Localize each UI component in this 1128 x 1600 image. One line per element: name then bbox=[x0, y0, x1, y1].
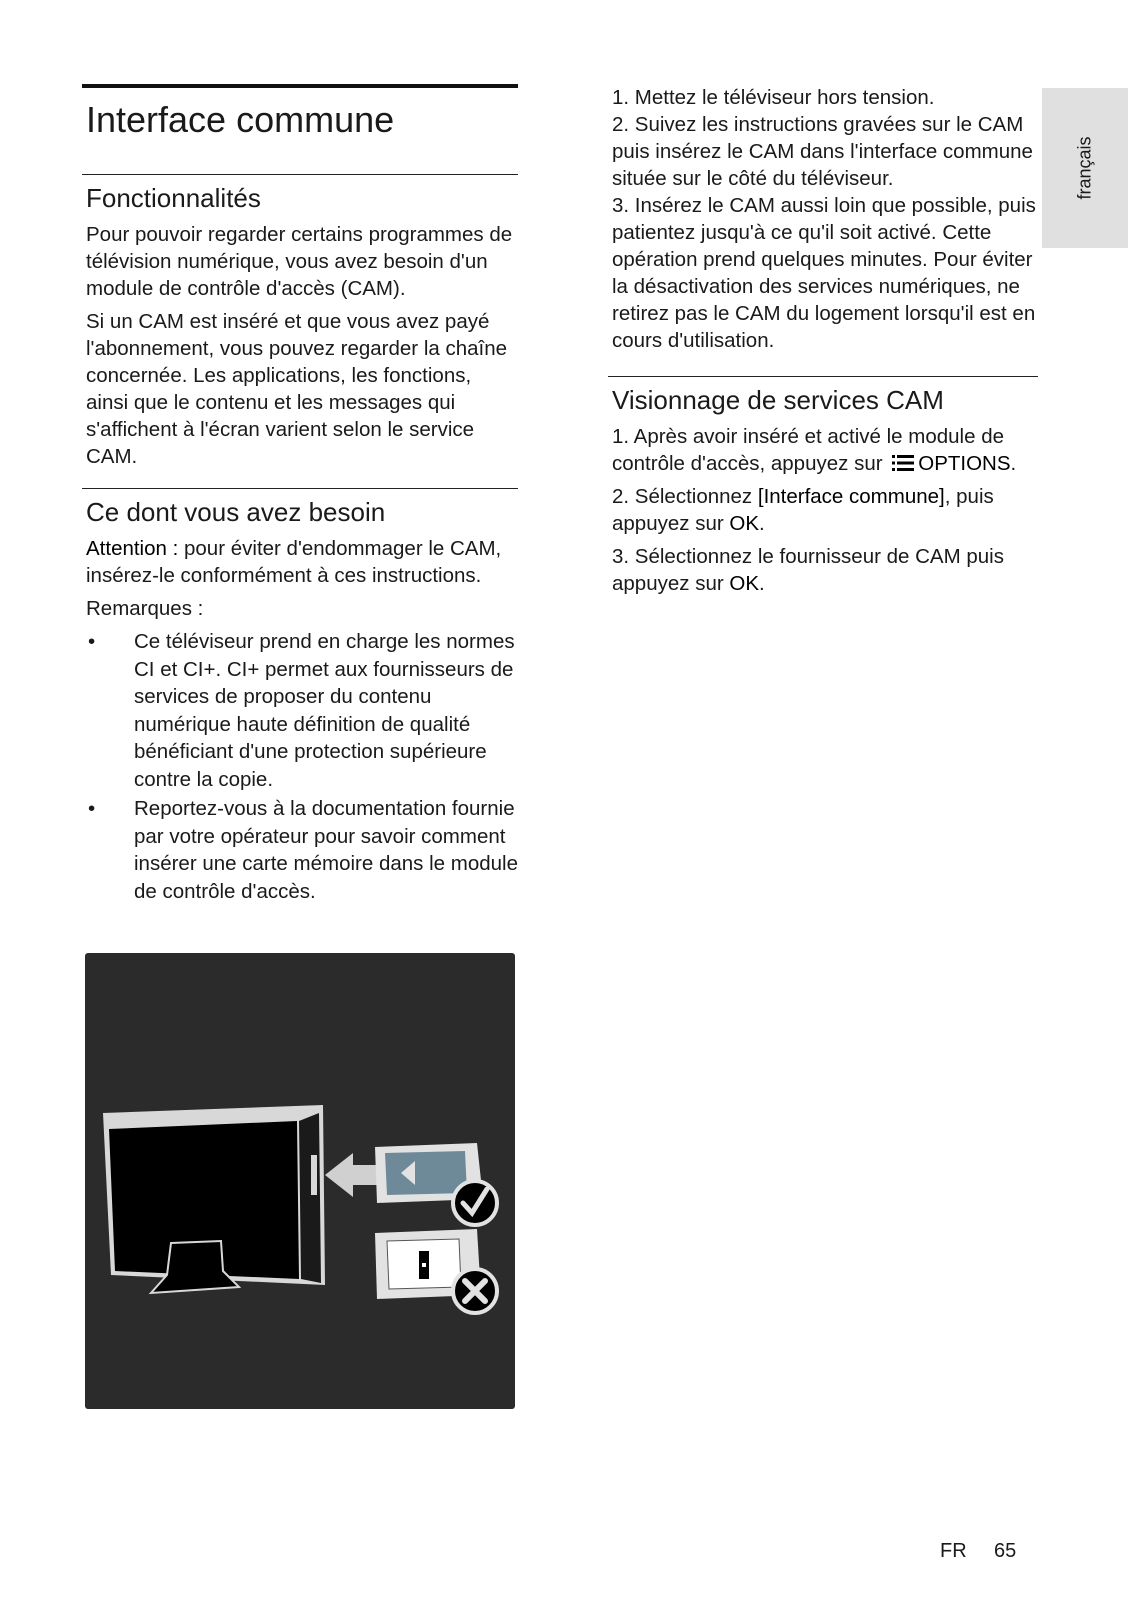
step-1: 1. Mettez le téléviseur hors tension. bbox=[612, 86, 935, 109]
notes-list bbox=[82, 628, 518, 905]
section-heading-fonctionnalites: Fonctionnalités bbox=[86, 183, 261, 213]
list-item-text: Reportez-vous à la documentation fournie par votre opérateur pour savoir comment insérer une carte mémoire dans le module de contrôle d'accès. bbox=[134, 797, 518, 903]
page-number: 65 bbox=[994, 1540, 1017, 1562]
illustration-svg bbox=[85, 953, 515, 1409]
check-icon bbox=[453, 1181, 497, 1225]
interface-commune-key: [Interface commune] bbox=[757, 485, 945, 508]
options-menu-icon bbox=[892, 454, 914, 472]
notes-label: Remarques : bbox=[86, 597, 204, 620]
cam-step-3-text: 3. Sélectionnez le fournisseur de CAM puis appuyez sur bbox=[612, 545, 1004, 595]
paragraph: Pour pouvoir regarder certains programmes de télévision numérique, vous avez besoin d'un module de contrôle d'accès (CAM). bbox=[86, 223, 513, 300]
section-rule bbox=[608, 376, 1038, 377]
language-tab[interactable] bbox=[1042, 88, 1128, 248]
bullet-icon: • bbox=[88, 630, 96, 653]
attention-label: Attention : bbox=[86, 537, 179, 560]
attention-paragraph bbox=[86, 535, 518, 589]
cam-insertion-illustration bbox=[85, 953, 515, 1409]
attention-text: pour éviter d'endommager le CAM, insérez-le conformément à ces instructions. bbox=[86, 537, 502, 587]
tv-rear-icon bbox=[103, 1105, 325, 1293]
page-title: Interface commune bbox=[86, 99, 395, 140]
paragraph: Si un CAM est inséré et que vous avez payé l'abonnement, vous pouvez regarder la chaîne concernée. Les applications, les fonctions, ainsi que le contenu et les messages qui s'affichent à l'écran varient selon le service CAM. bbox=[86, 310, 508, 468]
cam-step-2-text: 2. Sélectionnez bbox=[612, 485, 758, 508]
list-item bbox=[82, 628, 518, 793]
cam-step-3 bbox=[612, 543, 1038, 597]
punct: . bbox=[759, 572, 765, 595]
cam-step-2 bbox=[612, 483, 1038, 537]
footer-language: FR bbox=[940, 1540, 967, 1562]
step-2: 2. Suivez les instructions gravées sur le CAM puis insérez le CAM dans l'interface commune située sur le côté du téléviseur. bbox=[612, 113, 1033, 190]
title-rule bbox=[82, 84, 518, 88]
section-heading-visionnage: Visionnage de services CAM bbox=[612, 385, 944, 415]
list-item-text: Ce téléviseur prend en charge les normes CI et CI+. CI+ permet aux fournisseurs de services de proposer du contenu numérique haute définition de qualité bénéficiant d'une protection supérieure contre la copie. bbox=[134, 630, 515, 791]
cam-step-2-mid: , puis appuyez sur bbox=[612, 485, 994, 535]
left-column bbox=[82, 84, 518, 907]
ok-key: OK bbox=[729, 572, 759, 595]
section-heading-besoin: Ce dont vous avez besoin bbox=[86, 497, 386, 527]
section-rule bbox=[82, 488, 518, 489]
step-3: 3. Insérez le CAM aussi loin que possible, puis patientez jusqu'à ce qu'il soit activé. Cette opération prend quelques minutes. Pour éviter la désactivation des services numériques, ne retirez pas le CAM du logement lorsqu'il est en cours d'utilisation. bbox=[612, 194, 1036, 352]
install-steps bbox=[608, 84, 1038, 354]
right-column bbox=[608, 84, 1038, 603]
cross-icon bbox=[453, 1269, 497, 1313]
cam-step-1 bbox=[612, 423, 1038, 477]
section-rule bbox=[82, 174, 518, 175]
punct: . bbox=[759, 512, 765, 535]
punct: . bbox=[1010, 452, 1017, 475]
insert-arrow-icon bbox=[325, 1153, 381, 1197]
bullet-icon: • bbox=[88, 797, 96, 820]
ok-key: OK bbox=[729, 512, 759, 535]
cam-step-1-text: 1. Après avoir inséré et activé le module de contrôle d'accès, appuyez sur bbox=[612, 425, 1004, 475]
language-tab-label: français bbox=[1074, 136, 1095, 200]
options-key: OPTIONS bbox=[918, 452, 1011, 475]
list-item bbox=[82, 795, 518, 905]
